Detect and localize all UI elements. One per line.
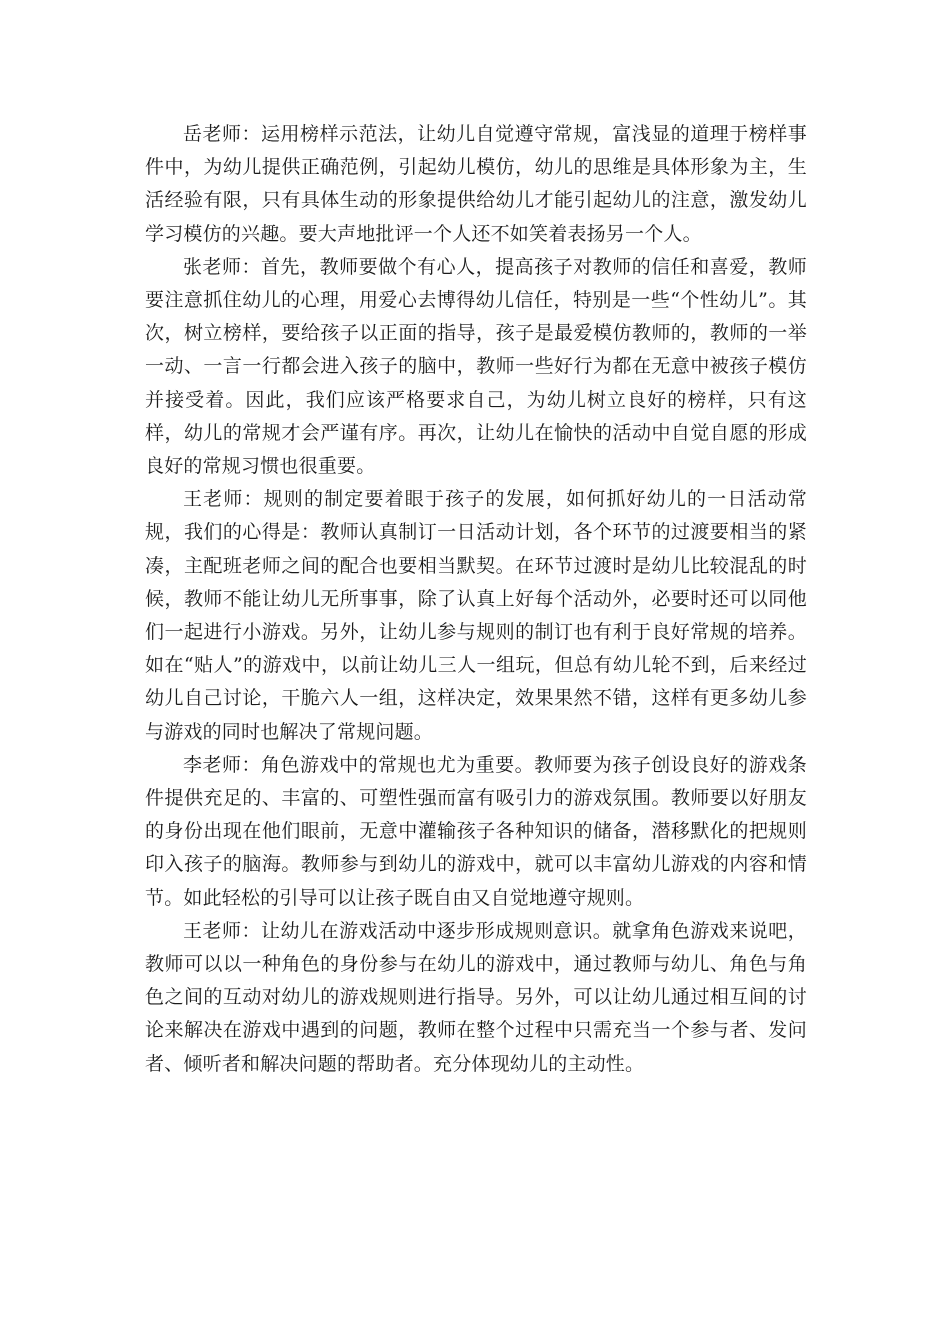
paragraph-zhang: 张老师：首先，教师要做个有心人，提高孩子对教师的信任和喜爱，教师要注意抓住幼儿的心理，用爱心去博得幼儿信任，特别是一些“个性幼儿”。其次，树立榜样，要给孩子以正面的指导，孩子是最爱模仿教师的，教师的一举一动、一言一行都会进入孩子的脑中，教师一些好行为都在无意中被孩子模仿并接受着。因此，我们应该严格要求自己，为幼儿树立良好的榜样，只有这样，幼儿的常规才会严谨有序。再次，让幼儿在愉快的活动中自觉自愿的形成良好的常规习惯也很重要。 xyxy=(145,255,807,478)
document-body xyxy=(145,118,807,1081)
paragraph-wang-1: 王老师：规则的制定要着眼于孩子的发展，如何抓好幼儿的一日活动常规，我们的心得是：教师认真制订一日活动计划，各个环节的过渡要相当的紧凑，主配班老师之间的配合也要相当默契。在环节过渡时是幼儿比较混乱的时候，教师不能让幼儿无所事事，除了认真上好每个活动外，必要时还可以同他们一起进行小游戏。另外，让幼儿参与规则的制订也有利于良好常规的培养。如在“贴人”的游戏中，以前让幼儿三人一组玩，但总有幼儿轮不到，后来经过幼儿自己讨论，干脆六人一组，这样决定，效果果然不错，这样有更多幼儿参与游戏的同时也解决了常规问题。 xyxy=(145,488,807,743)
paragraph-wang-2: 王老师：让幼儿在游戏活动中逐步形成规则意识。就拿角色游戏来说吧，教师可以以一种角色的身份参与在幼儿的游戏中，通过教师与幼儿、角色与角色之间的互动对幼儿的游戏规则进行指导。另外，可以让幼儿通过相互间的讨论来解决在游戏中遇到的问题，教师在整个过程中只需充当一个参与者、发问者、倾听者和解决问题的帮助者。充分体现幼儿的主动性。 xyxy=(145,919,807,1075)
paragraph-li: 李老师：角色游戏中的常规也尤为重要。教师要为孩子创设良好的游戏条件提供充足的、丰富的、可塑性强而富有吸引力的游戏氛围。教师要以好朋友的身份出现在他们眼前，无意中灌输孩子各种知识的储备，潜移默化的把规则印入孩子的脑海。教师参与到幼儿的游戏中，就可以丰富幼儿游戏的内容和情节。如此轻松的引导可以让孩子既自由又自觉地遵守规则。 xyxy=(145,753,807,909)
paragraph-yue: 岳老师：运用榜样示范法，让幼儿自觉遵守常规，富浅显的道理于榜样事件中，为幼儿提供正确范例，引起幼儿模仿，幼儿的思维是具体形象为主，生活经验有限，只有具体生动的形象提供给幼儿才能引起幼儿的注意，激发幼儿学习模仿的兴趣。要大声地批评一个人还不如笑着表扬另一个人。 xyxy=(145,123,807,245)
